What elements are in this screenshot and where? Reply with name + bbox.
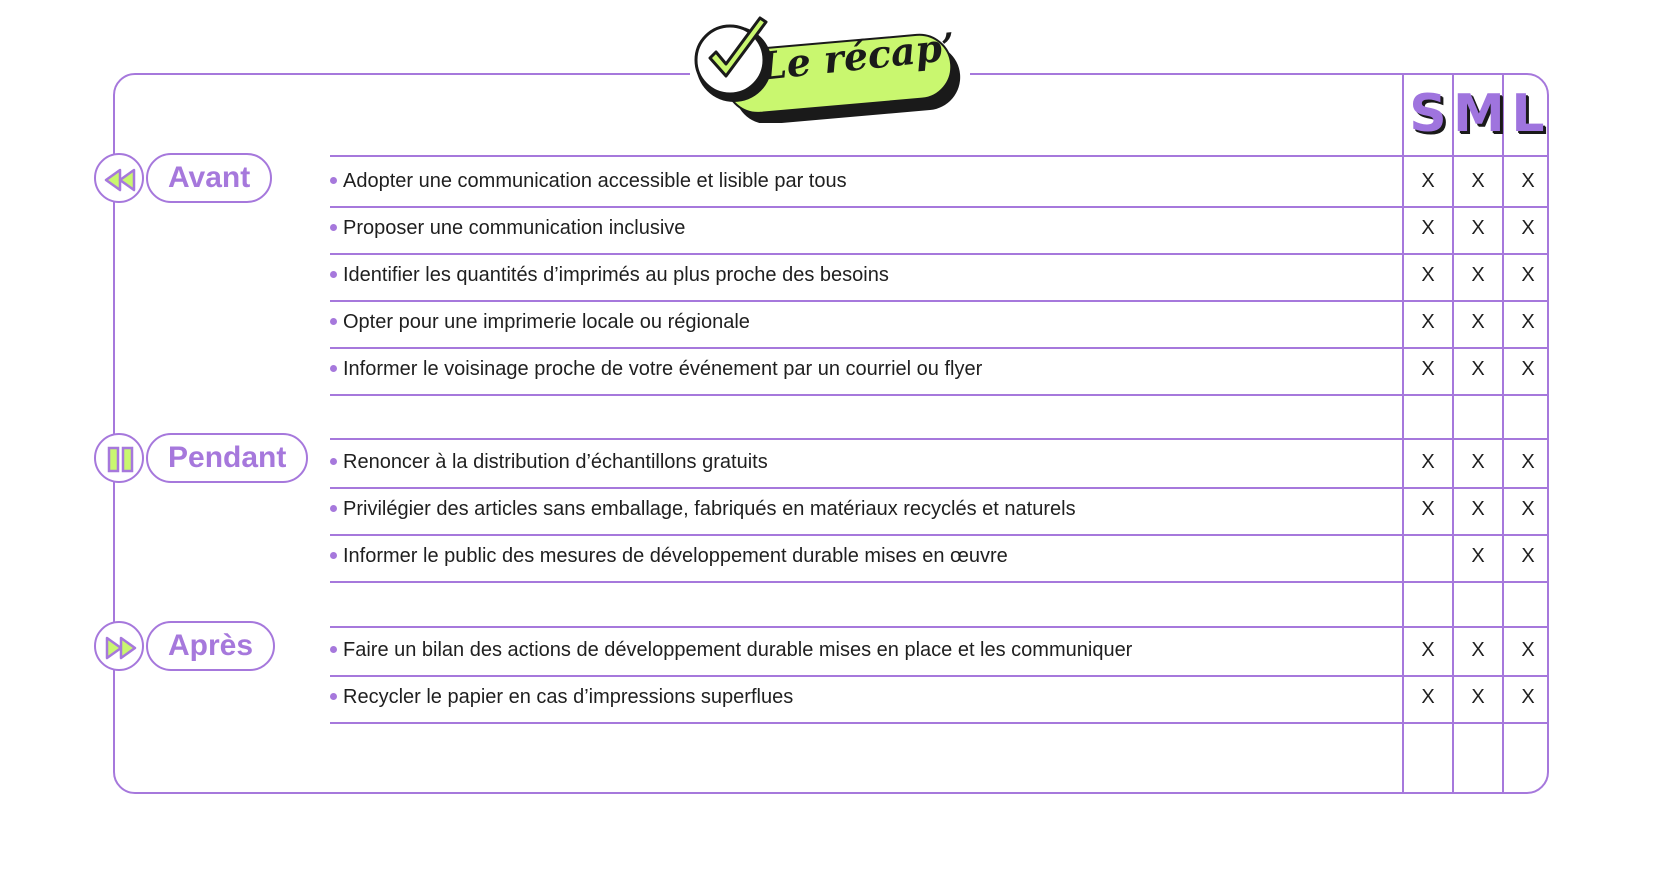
mark-l: X <box>1521 311 1535 333</box>
mark-l: X <box>1521 498 1535 520</box>
table-row <box>330 533 1330 580</box>
table-row <box>330 158 1330 205</box>
mark-m: X <box>1471 311 1485 333</box>
bullet <box>330 458 337 465</box>
bullet <box>330 552 337 559</box>
mark-s: X <box>1421 217 1435 239</box>
rewind-icon <box>94 153 144 203</box>
size-header-l: L <box>1511 84 1545 144</box>
mark-m: X <box>1471 217 1485 239</box>
bullet <box>330 177 337 184</box>
mark-s: X <box>1421 639 1435 661</box>
row-label: Adopter une communication accessible et lisible par tous <box>343 170 847 192</box>
row-divider <box>330 155 1549 157</box>
row-divider <box>330 394 1549 396</box>
table-row <box>330 674 1330 721</box>
table-row <box>330 299 1330 346</box>
mark-m: X <box>1471 451 1485 473</box>
table-row <box>330 439 1330 486</box>
mark-s: X <box>1421 311 1435 333</box>
size-header-s: S <box>1409 84 1447 144</box>
bullet <box>330 318 337 325</box>
mark-l: X <box>1521 264 1535 286</box>
row-label: Faire un bilan des actions de développement durable mises en place et les communiquer <box>343 639 1133 661</box>
mark-s: X <box>1421 451 1435 473</box>
mark-m: X <box>1471 498 1485 520</box>
mark-l: X <box>1521 217 1535 239</box>
table-row <box>330 252 1330 299</box>
mark-l: X <box>1521 170 1535 192</box>
row-label: Recycler le papier en cas d’impressions superflues <box>343 686 794 708</box>
table-row <box>330 486 1330 533</box>
mark-s: X <box>1421 170 1435 192</box>
mark-l: X <box>1521 639 1535 661</box>
table-row <box>330 627 1330 674</box>
bullet <box>330 271 337 278</box>
mark-m: X <box>1471 170 1485 192</box>
bullet <box>330 693 337 700</box>
table-row <box>330 205 1330 252</box>
mark-l: X <box>1521 545 1535 567</box>
row-label: Renoncer à la distribution d’échantillons gratuits <box>343 451 768 473</box>
mark-m: X <box>1471 264 1485 286</box>
bullet <box>330 365 337 372</box>
section-label: Après <box>146 621 275 671</box>
mark-s: X <box>1421 358 1435 380</box>
row-divider <box>330 722 1549 724</box>
row-label: Informer le voisinage proche de votre événement par un courriel ou flyer <box>343 358 983 380</box>
mark-l: X <box>1521 358 1535 380</box>
row-label: Privilégier des articles sans emballage, fabriqués en matériaux recyclés et naturels <box>343 498 1076 520</box>
mark-m: X <box>1471 686 1485 708</box>
size-header-m: M <box>1453 84 1505 144</box>
row-label: Identifier les quantités d’imprimés au plus proche des besoins <box>343 264 889 286</box>
mark-m: X <box>1471 639 1485 661</box>
mark-s: X <box>1421 498 1435 520</box>
mark-m: X <box>1471 358 1485 380</box>
bullet <box>330 505 337 512</box>
row-label: Informer le public des mesures de développement durable mises en œuvre <box>343 545 1008 567</box>
mark-m: X <box>1471 545 1485 567</box>
mark-l: X <box>1521 686 1535 708</box>
fast-forward-icon <box>94 621 144 671</box>
recap-title: Le récap’ <box>757 23 958 89</box>
row-label: Proposer une communication inclusive <box>343 217 686 239</box>
pause-icon <box>94 433 144 483</box>
table-row <box>330 346 1330 393</box>
mark-l: X <box>1521 451 1535 473</box>
section-label: Avant <box>146 153 272 203</box>
row-divider <box>330 581 1549 583</box>
mark-s: X <box>1421 686 1435 708</box>
mark-s: X <box>1421 264 1435 286</box>
bullet <box>330 224 337 231</box>
bullet <box>330 646 337 653</box>
section-label: Pendant <box>146 433 308 483</box>
row-label: Opter pour une imprimerie locale ou régionale <box>343 311 750 333</box>
